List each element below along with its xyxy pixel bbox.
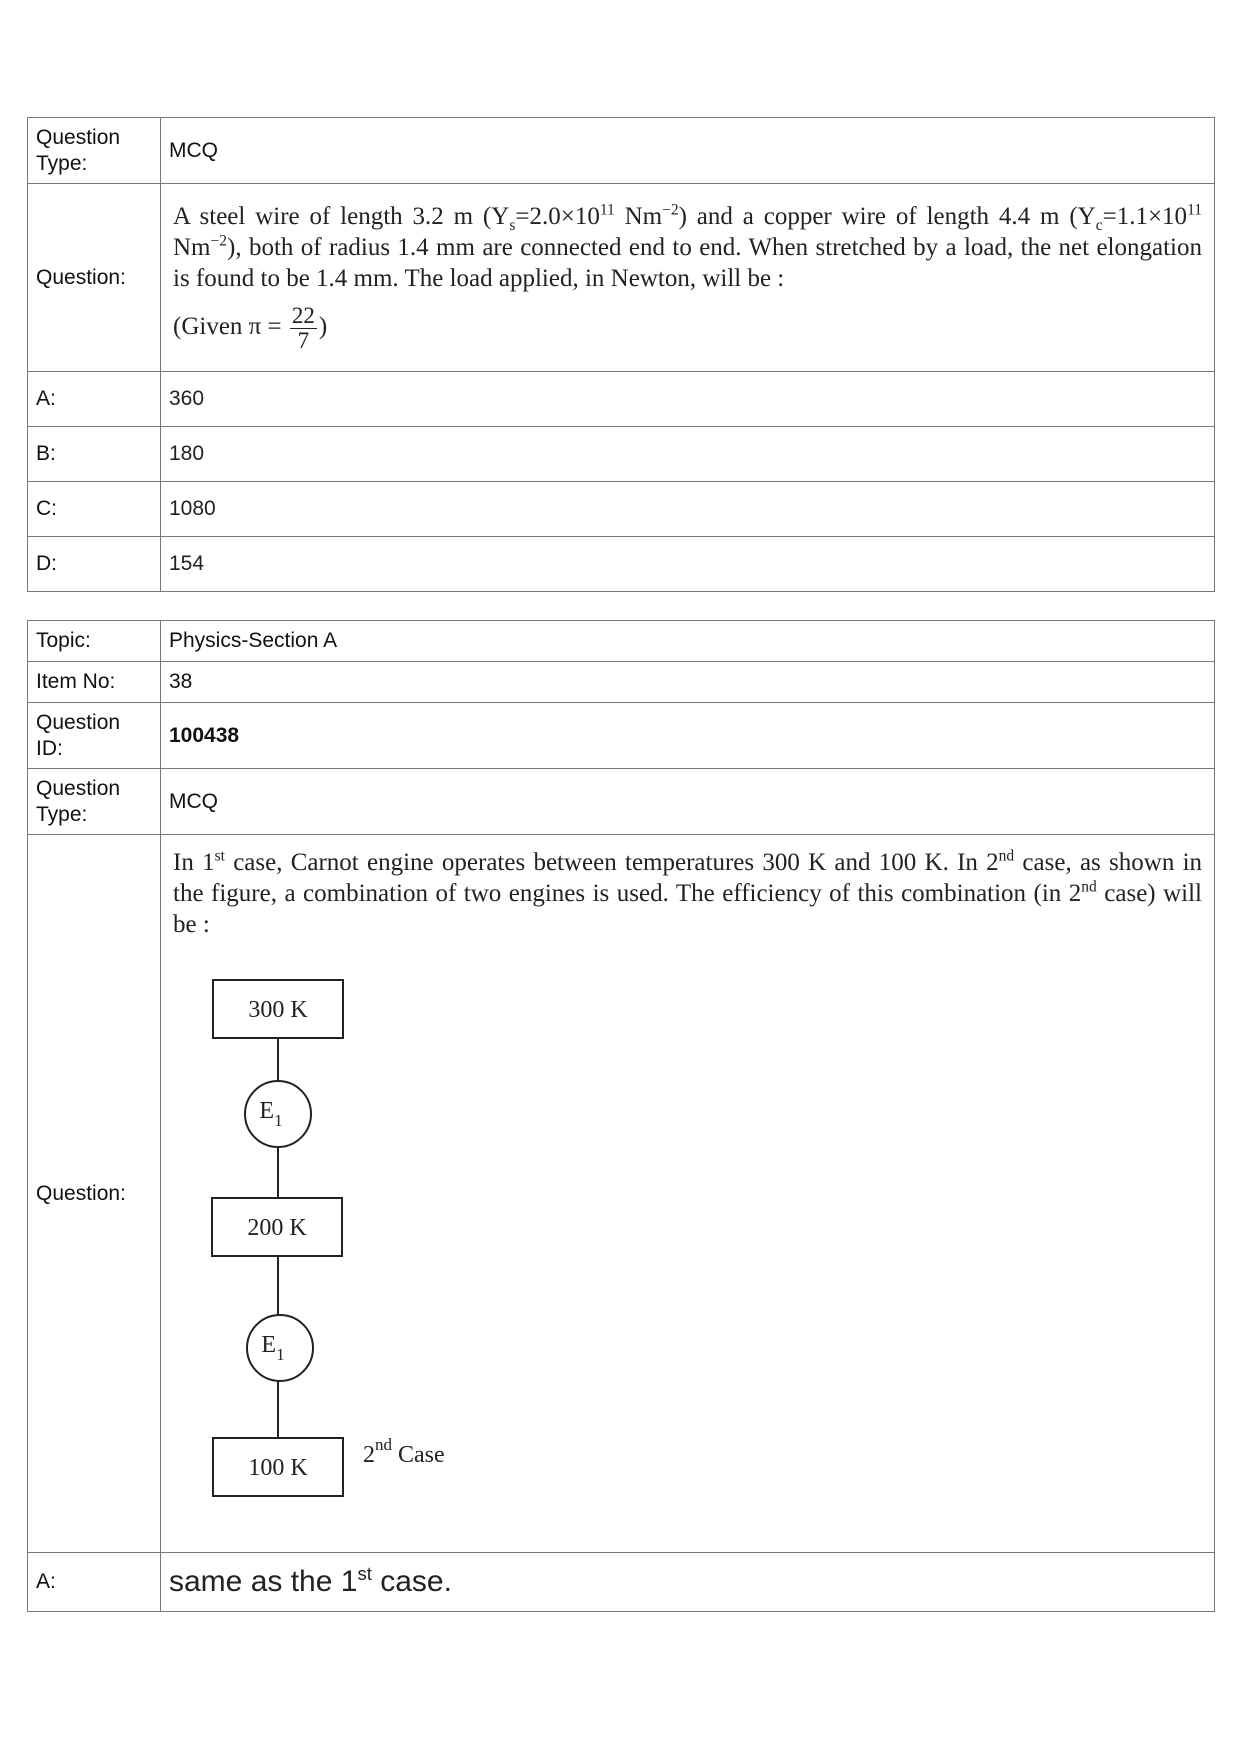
option-b-label: B:: [28, 427, 161, 482]
option-c-value[interactable]: 1080: [161, 482, 1215, 537]
question-type-value: MCQ: [161, 769, 1215, 835]
question-text: In 1st case, Carnot engine operates between temperatures 300 K and 100 K. In 2nd case, as shown in the figure, a combination of two engines is used. The efficiency of this combination (in 2nd case) will be :: [173, 847, 1203, 938]
question-id-label: Question ID:: [28, 703, 161, 769]
question-label: Question:: [28, 184, 161, 372]
question-label: Question:: [28, 835, 161, 1553]
engine-1-label: $E_1$: [259, 1098, 283, 1130]
option-b-value[interactable]: 180: [161, 427, 1215, 482]
question-text-cell: [161, 184, 1215, 372]
question-text: A steel wire of length 3.2 m ($Y_s=2.0\times 10^{11}$ $Nm^{-2}$) and a copper wire of length 4.4 m ($Y_c=1.1\times 10^{11}$ $Nm^{-2}$), both of radius 1.4 mm are connected end to end. When stretched by a load, the net elongation is found to be 1.4 mm. The load applied, in Newton, will be : (Given π = $\frac{22}{7}$ ): [169, 195, 1206, 361]
reservoir-top-label: 300 K: [248, 997, 308, 1023]
question-id-value: 100438: [161, 703, 1215, 769]
item-no-label: Item No:: [28, 662, 161, 703]
reservoir-bottom-label: 100 K: [248, 1455, 308, 1481]
option-a-label: A:: [28, 372, 161, 427]
option-a-label: A:: [28, 1553, 161, 1612]
option-d-label: D:: [28, 537, 161, 592]
question-table-2: [27, 620, 1215, 1612]
question-type-label: Question Type:: [28, 118, 161, 184]
pi-fraction: $\frac{22}{7}$: [291, 302, 315, 353]
question-type-label: Question Type:: [28, 769, 161, 835]
question-text-cell: [161, 835, 1215, 1553]
question-table-1: [27, 117, 1215, 592]
option-a-value[interactable]: same as the 1st case.: [161, 1553, 1215, 1612]
carnot-diagram: [193, 972, 613, 1552]
option-a-value[interactable]: 360: [161, 372, 1215, 427]
engine-2-label: $E_1$: [261, 1332, 285, 1364]
item-no-value: 38: [161, 662, 1215, 703]
topic-value: Physics-Section A: [161, 621, 1215, 662]
case-label: 2nd Case: [363, 1435, 445, 1468]
given-note: (Given π = $\frac{22}{7}$ ): [173, 302, 328, 353]
carnot-diagram-svg: [193, 972, 613, 1552]
topic-label: Topic:: [28, 621, 161, 662]
option-c-label: C:: [28, 482, 161, 537]
option-d-value[interactable]: 154: [161, 537, 1215, 592]
reservoir-mid-label: 200 K: [247, 1215, 307, 1241]
question-type-value: MCQ: [161, 118, 1215, 184]
